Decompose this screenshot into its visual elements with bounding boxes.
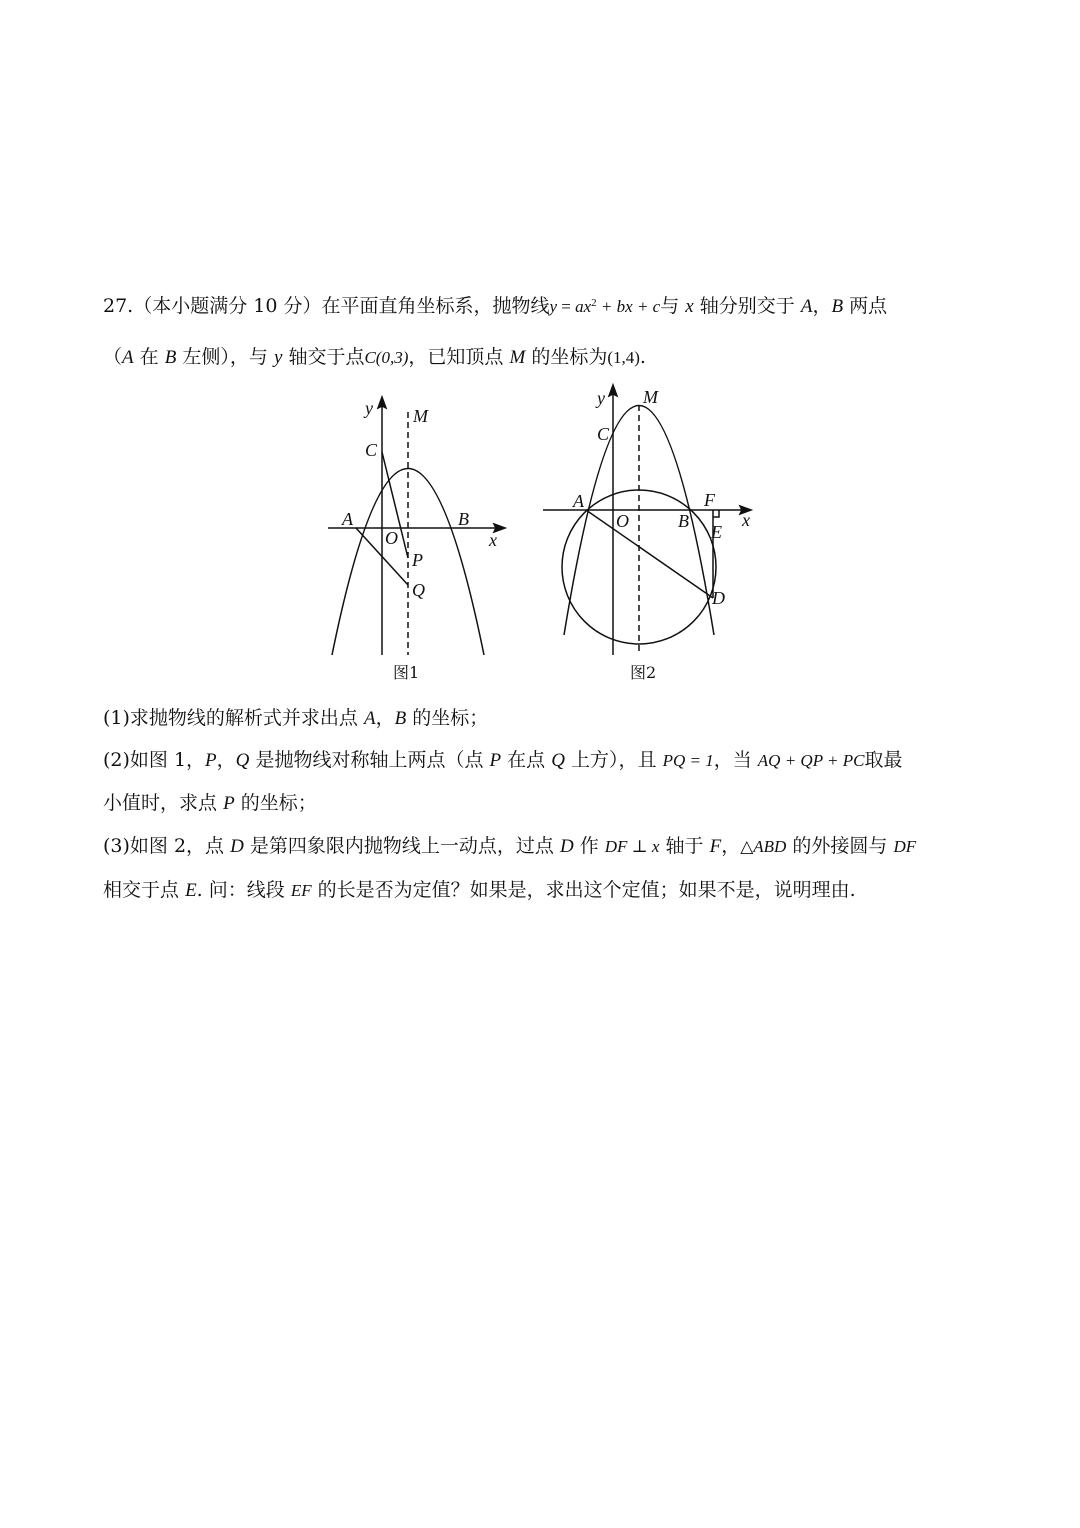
figure-1 bbox=[320, 390, 520, 690]
question-2-line-2: 小值时，求点 P 的坐标； bbox=[103, 792, 317, 814]
fig2-label-d: D bbox=[712, 588, 725, 608]
fig1-y-arrow bbox=[378, 397, 386, 408]
fig1-label-x: x bbox=[489, 530, 497, 550]
fig1-label-o: O bbox=[385, 528, 398, 548]
fig1-label-a: A bbox=[342, 509, 353, 529]
problem-line-2: （A 在 B 左侧），与 y 轴交于点C(0,3)，已知顶点 M 的坐标为(1,4). bbox=[103, 346, 646, 368]
fig1-label-y: y bbox=[365, 398, 373, 418]
problem-number: 27. bbox=[103, 295, 134, 317]
fig2-label-x: x bbox=[742, 510, 750, 530]
fig2-label-y: y bbox=[597, 388, 605, 408]
question-2-line-1: (2)如图 1，P，Q 是抛物线对称轴上两点（点 P 在点 Q 上方），且 PQ = 1，当 AQ + QP + PC取最 bbox=[103, 749, 903, 771]
problem-header: （本小题满分 10 分）在平面直角坐标系，抛物线 bbox=[133, 295, 550, 317]
fig2-y-arrow bbox=[609, 385, 617, 396]
point-c-coord: C(0,3) bbox=[364, 348, 409, 367]
fig2-label-c: C bbox=[597, 424, 610, 444]
question-3-line-1: (3)如图 2，点 D 是第四象限内抛物线上一动点，过点 D 作 DF ⊥ x 轴于 F，△ABD 的外接圆与 DF bbox=[103, 835, 917, 857]
fig2-label-e: E bbox=[711, 522, 722, 542]
question-1: (1)求抛物线的解析式并求出点 A，B 的坐标； bbox=[103, 707, 489, 729]
fig1-caption: 图1 bbox=[393, 663, 420, 682]
fig2-label-m: M bbox=[643, 387, 658, 407]
vertex-coord: (1,4) bbox=[607, 348, 640, 367]
fig1-label-q: Q bbox=[412, 580, 425, 600]
fig2-caption: 图2 bbox=[630, 663, 657, 682]
problem-line-1: 27.（本小题满分 10 分）在平面直角坐标系，抛物线$y = ax^2$ + bx + c与 x 轴分别交于 A，B 两点 bbox=[103, 295, 888, 317]
fig2-label-b: B bbox=[678, 511, 689, 531]
fig2-label-a: A bbox=[573, 491, 584, 511]
fig1-label-m: M bbox=[413, 406, 428, 426]
fig2-label-f: F bbox=[704, 490, 715, 510]
fig2-right-angle bbox=[713, 510, 719, 517]
equation: $y = ax^2$ + bx + c bbox=[549, 297, 661, 316]
fig1-label-p: P bbox=[412, 550, 423, 570]
figure-2 bbox=[538, 380, 768, 692]
fig1-label-b: B bbox=[458, 509, 469, 529]
question-3-line-2: 相交于点 E. 问：线段 EF 的长是否为定值？如果是，求出这个定值；如果不是，说明理由. bbox=[103, 879, 856, 901]
fig2-label-o: O bbox=[616, 511, 629, 531]
fig1-label-c: C bbox=[365, 440, 378, 460]
fig2-segment-ad bbox=[586, 510, 713, 598]
